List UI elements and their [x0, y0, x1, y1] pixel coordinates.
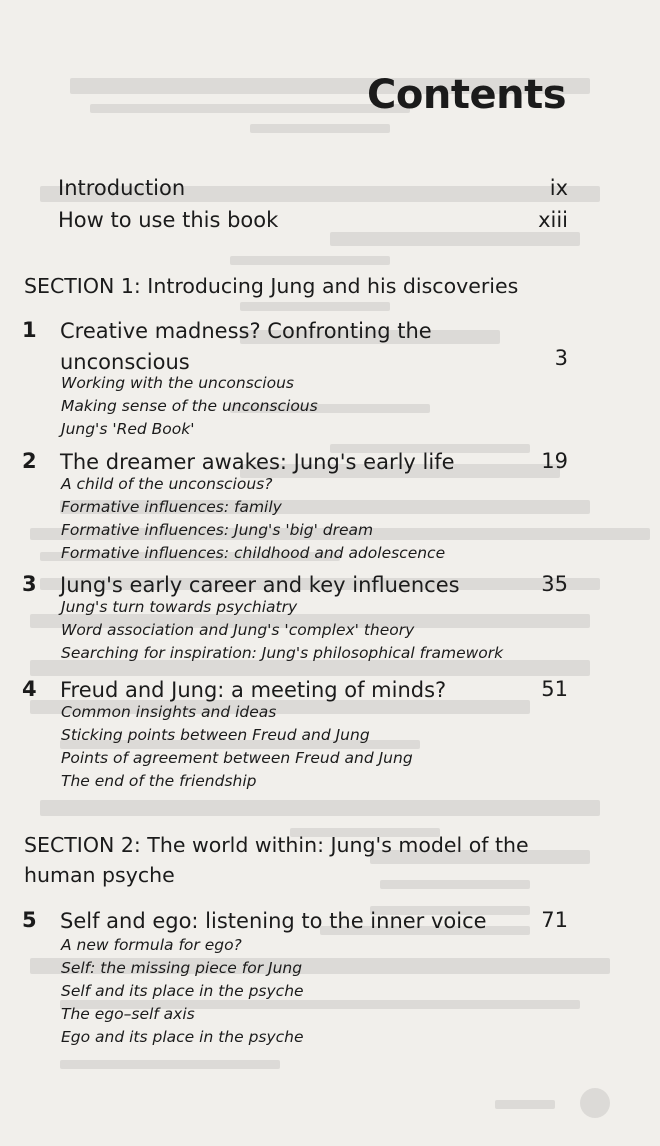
section-heading-1: SECTION 1: Introducing Jung and his discoveries — [24, 274, 519, 298]
chapter-title: Self and ego: listening to the inner voice — [60, 909, 487, 933]
chapter-number: 2 — [22, 449, 37, 473]
subtopic: Formative influences: Jung's 'big' dream — [61, 521, 374, 539]
chapter-title: Creative madness? Confronting the unconscious — [60, 319, 432, 374]
subtopic: Formative influences: childhood and adolescence — [61, 544, 446, 562]
chapter-subtopics — [61, 473, 561, 565]
subtopic: The ego–self axis — [61, 1005, 195, 1023]
chapter-page: 35 — [541, 572, 568, 596]
page-title: Contents — [367, 72, 566, 118]
chapter-page: 19 — [541, 449, 568, 473]
subtopic: Jung's turn towards psychiatry — [61, 598, 298, 616]
front-matter-introduction[interactable] — [58, 176, 568, 200]
subtopic: A new formula for ego? — [61, 936, 242, 954]
subtopic: Jung's 'Red Book' — [61, 420, 195, 438]
subtopic: Working with the unconscious — [61, 374, 294, 392]
chapter-subtopics — [61, 372, 561, 441]
front-matter-how-to-use[interactable] — [58, 208, 568, 232]
front-matter-label: How to use this book — [58, 208, 279, 232]
chapter-subtopics — [61, 934, 561, 1049]
subtopic: Points of agreement between Freud and Jung — [61, 749, 413, 767]
subtopic: A child of the unconscious? — [61, 475, 273, 493]
chapter-number: 5 — [22, 908, 37, 932]
chapter-number: 1 — [22, 318, 37, 342]
subtopic: Common insights and ideas — [61, 703, 277, 721]
chapter-title: Jung's early career and key influences — [60, 573, 460, 597]
front-matter-page: xiii — [538, 208, 568, 232]
section-heading-2: SECTION 2: The world within: Jung's model of the human psyche — [24, 833, 529, 887]
subtopic: Searching for inspiration: Jung's philosophical framework — [61, 644, 504, 662]
chapter-title: Freud and Jung: a meeting of minds? — [60, 678, 447, 702]
chapter-page: 3 — [554, 346, 568, 370]
subtopic: Self and its place in the psyche — [61, 982, 304, 1000]
subtopic: Sticking points between Freud and Jung — [61, 726, 370, 744]
chapter-page: 51 — [541, 677, 568, 701]
subtopic: Making sense of the unconscious — [61, 397, 318, 415]
subtopic: The end of the friendship — [61, 772, 257, 790]
front-matter-page: ix — [549, 176, 568, 200]
chapter-number: 3 — [22, 572, 37, 596]
chapter-title: The dreamer awakes: Jung's early life — [60, 450, 455, 474]
chapter-subtopics — [61, 596, 561, 665]
chapter-number: 4 — [22, 677, 37, 701]
chapter-page: 71 — [541, 908, 568, 932]
subtopic: Word association and Jung's 'complex' theory — [61, 621, 415, 639]
subtopic: Self: the missing piece for Jung — [61, 959, 303, 977]
front-matter-label: Introduction — [58, 176, 186, 200]
subtopic: Ego and its place in the psyche — [61, 1028, 304, 1046]
subtopic: Formative influences: family — [61, 498, 282, 516]
chapter-subtopics — [61, 701, 561, 793]
